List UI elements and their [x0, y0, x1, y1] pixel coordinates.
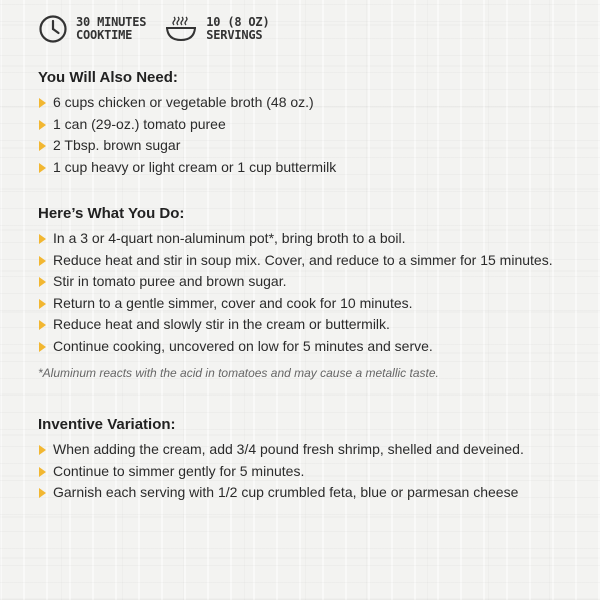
ingredients-title: You Will Also Need:	[38, 69, 178, 86]
variation-list	[38, 439, 578, 504]
step-text: Reduce heat and slowly stir in the cream or buttermilk.	[53, 316, 390, 332]
bullet-icon	[39, 98, 46, 108]
ingredient-text: 6 cups chicken or vegetable broth (48 oz.)	[53, 94, 314, 110]
list-item	[38, 482, 578, 504]
cooktime-stat	[38, 14, 146, 44]
list-item	[38, 293, 578, 315]
ingredients-list	[38, 92, 578, 178]
step-text: Reduce heat and stir in soup mix. Cover, and reduce to a simmer for 15 minutes.	[53, 251, 553, 268]
bowl-icon	[164, 15, 198, 43]
bullet-icon	[39, 342, 46, 352]
clock-icon	[38, 14, 68, 44]
step-text: Return to a gentle simmer, cover and cook for 10 minutes.	[53, 294, 413, 311]
variation-section	[38, 416, 578, 504]
bullet-icon	[39, 320, 46, 330]
bullet-icon	[39, 234, 46, 244]
list-item	[38, 228, 578, 250]
ingredients-section	[38, 69, 578, 178]
list-item	[38, 135, 578, 157]
bullet-icon	[39, 141, 46, 151]
list-item	[38, 250, 578, 272]
steps-list	[38, 228, 578, 357]
list-item	[38, 271, 578, 293]
bullet-icon	[39, 277, 46, 287]
list-item	[38, 461, 578, 483]
bullet-icon	[39, 445, 46, 455]
bullet-icon	[39, 256, 46, 266]
variation-text: When adding the cream, add 3/4 pound fresh shrimp, shelled and deveined.	[53, 441, 524, 457]
aluminum-footnote: *Aluminum reacts with the acid in tomatoes and may cause a metallic taste.	[38, 366, 439, 380]
bullet-icon	[39, 488, 46, 498]
list-item	[38, 92, 578, 114]
ingredient-text: 1 cup heavy or light cream or 1 cup buttermilk	[53, 158, 337, 175]
list-item	[38, 114, 578, 136]
step-text: Stir in tomato puree and brown sugar.	[53, 273, 287, 289]
cooktime-text	[76, 16, 146, 42]
servings-value: 10 (8 OZ)	[206, 15, 270, 29]
servings-text	[206, 16, 269, 42]
bullet-icon	[39, 467, 46, 477]
cooktime-value: 30 MINUTES	[76, 15, 147, 29]
ingredient-text: 2 Tbsp. brown sugar	[53, 137, 181, 153]
bullet-icon	[39, 163, 46, 173]
list-item	[38, 314, 578, 336]
servings-label: SERVINGS	[206, 28, 263, 42]
bullet-icon	[39, 120, 46, 130]
variation-text: Continue to simmer gently for 5 minutes.	[53, 462, 305, 479]
steps-section	[38, 205, 578, 381]
variation-text: Garnish each serving with 1/2 cup crumbled feta, blue or parmesan cheese	[53, 484, 519, 500]
list-item	[38, 157, 578, 179]
variation-title: Inventive Variation:	[38, 416, 176, 433]
recipe-stats	[38, 14, 287, 44]
list-item	[38, 336, 578, 358]
servings-stat	[164, 15, 269, 43]
bullet-icon	[39, 299, 46, 309]
list-item	[38, 439, 578, 461]
step-text: In a 3 or 4-quart non-aluminum pot*, bring broth to a boil.	[53, 230, 406, 246]
steps-title: Here’s What You Do:	[38, 205, 185, 222]
cooktime-label: COOKTIME	[76, 28, 133, 42]
step-text: Continue cooking, uncovered on low for 5 minutes and serve.	[53, 337, 433, 354]
ingredient-text: 1 can (29-oz.) tomato puree	[53, 115, 226, 132]
